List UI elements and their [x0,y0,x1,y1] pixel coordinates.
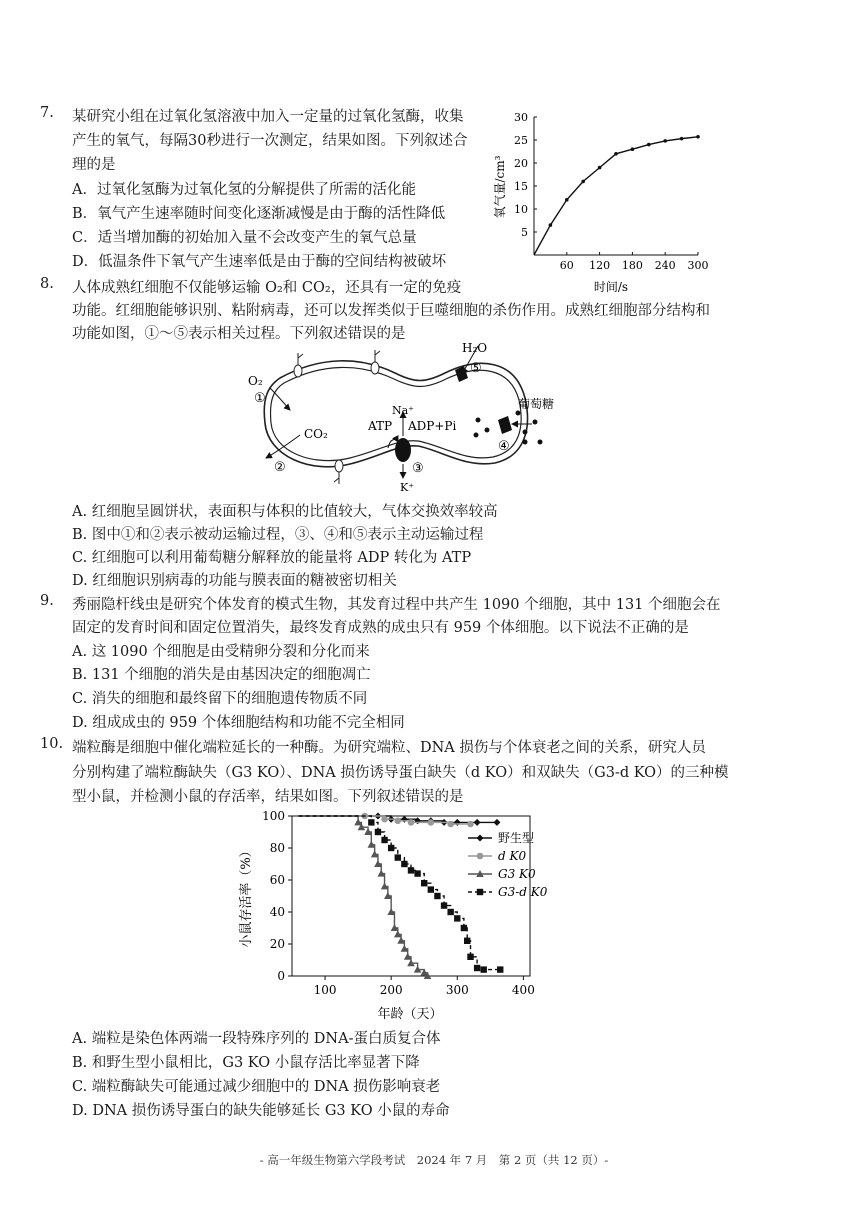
atp-label: ATP [368,419,393,433]
process-4-label: ④ [498,439,510,454]
process-2-label: ② [274,460,286,475]
q8-option-a: A. 红细胞呈圆饼状，表面积与体积的比值较大，气体交换效率较高 [72,504,498,520]
survival-point [368,819,374,825]
survival-point [381,816,388,823]
survival-point [428,819,435,826]
survival-curve [299,816,501,970]
survival-point [454,819,461,826]
survival-chart-ylabel: 小鼠存活率（%） [239,844,254,948]
oxygen-chart-ylabel: 氧气量/cm³ [493,155,507,219]
y-tick-label: 25 [514,134,528,147]
y-tick-label: 20 [514,157,528,170]
survival-point [414,870,420,876]
legend-marker [477,835,484,842]
oxygen-chart-xlabel: 时间/s [593,280,629,294]
survival-point [401,861,407,867]
plot-frame [292,816,530,976]
potassium-label: K⁺ [400,481,415,494]
legend-label: G3-d K0 [498,885,548,899]
survival-point [497,966,503,972]
survival-chart-xlabel: 年龄（天） [377,1007,443,1022]
page-footer: - 高一年级生物第六学段考试 2024 年 7 月 第 2 页（共 12 页）- [259,1153,609,1167]
y-tick-label: 10 [514,203,528,216]
x-tick-label: 240 [654,259,676,272]
x-tick-label: 60 [559,259,574,272]
process-3-label: ③ [412,461,424,476]
survival-point [395,854,401,860]
survival-point [434,893,440,899]
q7-option-c: C．适当增加酶的初始加入量不会改变产生的氧气总量 [72,230,417,246]
survival-point [421,880,427,886]
q10-option-d: D. DNA 损伤诱导蛋白的缺失能够延长 G3 KO 小鼠的寿命 [72,1103,450,1119]
q10-stem-line3: 型小鼠，并检测小鼠的存活率，结果如图。下列叙述错误的是 [72,789,464,805]
x-tick-label: 100 [313,983,337,997]
y-tick-label: 20 [269,937,285,951]
adp-label: ADP+Pi [408,419,457,433]
survival-point [454,915,460,921]
y-tick-label: 15 [514,180,528,193]
q7-option-d: D．低温条件下氧气产生速率低是由于酶的空间结构被破坏 [72,254,447,270]
co2-label: CO₂ [304,427,328,441]
q8-number: 8. [40,276,54,292]
y-tick-label: 30 [514,111,528,124]
survival-point [447,821,454,828]
process-1-label: ① [254,391,266,406]
x-tick-label: 120 [589,259,611,272]
data-point [663,139,667,143]
q7-option-b: B．氧气产生速率随时间变化逐渐减慢是由于酶的活性降低 [72,206,446,222]
survival-point [388,845,394,851]
y-tick-label: 5 [521,226,528,239]
survival-point [375,829,381,835]
q8-option-c: C. 红细胞可以利用葡萄糖分解释放的能量将 ADP 转化为 ATP [72,550,472,566]
q7-stem-line1: 某研究小组在过氧化氢溶液中加入一定量的过氧化氢酶，收集 [72,109,464,125]
survival-point [481,966,487,972]
survival-point [447,909,453,915]
survival-point [408,867,414,873]
q8-stem-line2: 功能。红细胞能够识别、粘附病毒，还可以发挥类似于巨噬细胞的杀伤作用。成熟红细胞部分结构和 [72,303,710,319]
y-tick-label: 0 [277,969,285,983]
survival-point [428,886,434,892]
red-blood-cell-diagram [240,338,570,498]
q10-option-b: B. 和野生型小鼠相比，G3 KO 小鼠存活比率显著下降 [72,1055,420,1071]
y-tick-label: 100 [262,809,285,823]
oxygen-volume-chart [486,105,716,295]
q10-option-c: C. 端粒酶缺失可能通过减少细胞中的 DNA 损伤影响衰老 [72,1079,441,1095]
data-point [680,137,684,141]
x-tick-label: 300 [687,259,709,272]
survival-point [493,819,500,826]
survival-curve [299,816,428,976]
survival-point [474,819,481,826]
data-point [598,166,602,170]
survival-point [441,902,447,908]
q9-stem-line1: 秀丽隐杆线虫是研究个体发育的模式生物，其发育过程中共产生 1090 个细胞，其中 131 个细胞会在 [72,597,721,613]
q8-option-d: D. 红细胞识别病毒的功能与膜表面的糖被密切相关 [72,573,397,589]
q10-stem-line1: 端粒酶是细胞中催化端粒延长的一种酶。为研究端粒、DNA 损伤与个体衰老之间的关系，研究人员 [72,740,706,756]
q9-number: 9. [40,593,54,609]
x-tick-label: 400 [511,983,535,997]
y-tick-label: 80 [269,841,285,855]
q10-number: 10. [40,736,64,752]
glucose-carrier-icon [498,416,512,434]
x-tick-label: 300 [445,983,469,997]
q9-option-a: A. 这 1090 个细胞是由受精卵分裂和分化而来 [72,644,370,660]
oxygen-label: O₂ [248,374,263,388]
glycoprotein-icon [371,350,380,374]
q7-stem-line3: 理的是 [72,157,116,173]
q8-stem-line1: 人体成熟红细胞不仅能够运输 O₂和 CO₂，还具有一定的免疫 [72,280,462,296]
survival-point [467,821,474,828]
data-point [696,135,700,139]
legend-label: d K0 [498,849,527,863]
water-label: H₂O [462,341,488,355]
glycoprotein-icon [294,353,303,377]
data-point [614,152,618,156]
mouse-survival-chart [230,808,560,1023]
survival-point [467,954,473,960]
process-5-label: ⑤ [470,361,482,376]
data-point [631,147,635,151]
q9-option-d: D. 组成成虫的 959 个体细胞结构和功能不完全相同 [72,715,405,731]
q10-option-a: A. 端粒是染色体两端一段特殊序列的 DNA-蛋白质复合体 [72,1031,441,1047]
q8-option-b: B. 图中①和②表示被动运输过程，③、④和⑤表示主动运输过程 [72,527,484,543]
glycoprotein-icon [334,460,343,484]
survival-point [408,819,415,826]
x-tick-label: 180 [621,259,643,272]
y-tick-label: 60 [269,873,285,887]
survival-point [401,816,408,823]
q10-stem-line2: 分别构建了端粒酶缺失（G3 KO）、DNA 损伤诱导蛋白缺失（d KO）和双缺失（G3-d KO）的三种模 [72,765,729,781]
survival-point [474,965,480,971]
legend-label: G3 K0 [498,867,536,881]
survival-point [394,818,401,825]
q8-stem-line3: 功能如图，①～⑤表示相关过程。下列叙述错误的是 [72,326,406,342]
data-point [549,223,553,227]
glucose-label: 葡萄糖 [518,397,555,411]
y-tick-label: 40 [269,905,285,919]
data-point [581,180,585,184]
q7-option-a: A．过氧化氢酶为过氧化氢的分解提供了所需的活化能 [72,182,416,198]
q9-option-b: B. 131 个细胞的消失是由基因决定的细胞凋亡 [72,667,371,683]
survival-point [464,938,470,944]
x-tick-label: 200 [379,983,403,997]
legend-marker [477,889,483,895]
sodium-label: Na⁺ [392,404,414,417]
data-point [565,198,569,202]
q7-number: 7. [40,105,54,121]
q7-stem-line2: 产生的氧气，每隔30秒进行一次测定，结果如图。下列叙述合 [72,133,468,149]
survival-point [461,925,467,931]
survival-point [381,837,387,843]
survival-point [414,817,421,824]
q9-option-c: C. 消失的细胞和最终留下的细胞遗传物质不同 [72,691,368,707]
data-point [647,143,651,147]
legend-label: 野生型 [498,831,535,845]
q9-stem-line2: 固定的发育时间和固定位置消失，最终发育成熟的成虫只有 959 个体细胞。以下说法不正确的是 [72,620,689,636]
legend-marker [477,853,484,860]
